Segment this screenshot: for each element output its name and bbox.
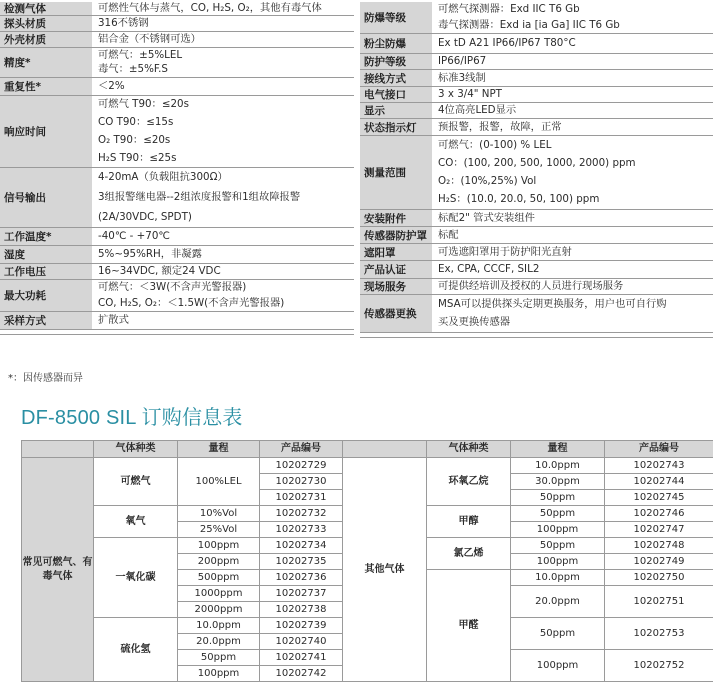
spec-row <box>0 32 354 48</box>
spec-label: 状态指示灯 <box>360 119 432 135</box>
spec-column-right <box>360 0 713 366</box>
spec-row <box>0 2 354 16</box>
spec-label: 防爆等级 <box>360 2 432 33</box>
footnote: *：因传感器而异 <box>8 369 83 384</box>
header-gas-type: 气体种类 <box>94 441 178 458</box>
spec-value <box>92 168 354 227</box>
gas-name: 硫化氢 <box>94 618 178 682</box>
gas-name: 甲醛 <box>427 570 511 682</box>
spec-label: 外壳材质 <box>0 32 92 47</box>
range-cell: 100ppm <box>178 666 260 682</box>
spec-label: 探头材质 <box>0 16 92 31</box>
spec-label: 精度* <box>0 48 92 77</box>
spec-value <box>92 264 354 279</box>
part-number-cell: 10202733 <box>260 522 343 538</box>
spec-label: 防护等级 <box>360 54 432 69</box>
spec-row <box>360 87 713 103</box>
spec-value <box>92 78 354 95</box>
spec-label: 湿度 <box>0 246 92 263</box>
range-cell: 30.0ppm <box>511 474 605 490</box>
spec-label: 安装附件 <box>360 210 432 226</box>
spec-row <box>360 261 713 279</box>
spec-value-line: 16~34VDC, 额定24 VDC <box>98 265 354 278</box>
part-number-cell: 10202732 <box>260 506 343 522</box>
spec-label: 产品认证 <box>360 261 432 278</box>
part-number-cell: 10202740 <box>260 634 343 650</box>
part-number-cell: 10202752 <box>605 650 713 682</box>
part-number-cell: 10202748 <box>605 538 713 554</box>
spec-value-line: 4位高亮LED显示 <box>438 104 713 117</box>
spec-value-line: CO, H₂S, O₂：＜1.5W(不含声光警报器) <box>98 297 354 310</box>
order-info-table <box>21 440 713 682</box>
spec-value <box>92 48 354 77</box>
range-cell: 100%LEL <box>178 458 260 506</box>
part-number-cell: 10202742 <box>260 666 343 682</box>
spec-value-line: H₂S：(10.0, 20.0, 50, 100) ppm <box>438 193 713 206</box>
spec-value-line: 可选遮阳罩用于防护阳光直射 <box>438 246 713 259</box>
spec-row <box>360 54 713 70</box>
part-number-cell: 10202753 <box>605 618 713 650</box>
spec-row <box>0 246 354 264</box>
spec-value-line: 买及更换传感器 <box>438 316 713 329</box>
spec-value-line: 标准3线制 <box>438 72 713 85</box>
spec-value-line: H₂S T90：≤25s <box>98 152 354 165</box>
part-number-cell: 10202737 <box>260 586 343 602</box>
spec-value-line: 铝合金（不锈钢可选） <box>98 33 354 46</box>
spec-value-line: 可燃气：＜3W(不含声光警报器) <box>98 281 354 294</box>
range-cell: 50ppm <box>511 538 605 554</box>
part-number-cell: 10202743 <box>605 458 713 474</box>
spec-value-line: 可燃气探测器：Exd IIC T6 Gb <box>438 3 713 16</box>
spec-label: 电气接口 <box>360 87 432 102</box>
range-cell: 200ppm <box>178 554 260 570</box>
spec-row <box>360 34 713 54</box>
range-cell: 50ppm <box>178 650 260 666</box>
part-number-cell: 10202747 <box>605 522 713 538</box>
spec-value-line: 扩散式 <box>98 314 354 327</box>
spec-value <box>432 244 713 260</box>
order-table-title: DF-8500 SIL 订购信息表 <box>21 401 243 430</box>
spec-value-line: 毒气探测器：Exd ia [ia Ga] IIC T6 Gb <box>438 19 713 32</box>
spec-value-line: 标配2" 管式安装组件 <box>438 212 713 225</box>
spec-value <box>432 261 713 278</box>
spec-value-line: IP66/IP67 <box>438 55 713 68</box>
spec-label: 接线方式 <box>360 70 432 86</box>
range-cell: 100ppm <box>511 554 605 570</box>
part-number-cell: 10202746 <box>605 506 713 522</box>
gas-name: 氯乙烯 <box>427 538 511 570</box>
spec-label: 遮阳罩 <box>360 244 432 260</box>
spec-row <box>0 280 354 312</box>
spec-row <box>360 136 713 210</box>
spec-value-line: 毒气：±5%F.S <box>98 63 354 76</box>
spec-value-line: 5%~95%RH，非凝露 <box>98 248 354 261</box>
range-cell: 500ppm <box>178 570 260 586</box>
spec-value-line: MSA可以提供探头定期更换服务，用户也可自行购 <box>438 298 713 311</box>
spec-value <box>92 280 354 311</box>
spec-value <box>432 295 713 332</box>
spec-label: 工作温度* <box>0 228 92 245</box>
spec-value-line: ＜2% <box>98 80 354 93</box>
spec-value <box>92 2 354 15</box>
spec-row <box>360 70 713 87</box>
range-cell: 2000ppm <box>178 602 260 618</box>
right-group-label: 其他气体 <box>343 458 427 682</box>
spec-value-line: 可燃气：(0-100) % LEL <box>438 139 713 152</box>
range-cell: 20.0ppm <box>178 634 260 650</box>
spec-value-line: Ex tD A21 IP66/IP67 T80°C <box>438 37 713 50</box>
spec-value-line: CO T90：≤15s <box>98 116 354 129</box>
spec-value <box>432 210 713 226</box>
spec-row <box>360 119 713 136</box>
spec-row <box>0 48 354 78</box>
range-cell: 50ppm <box>511 490 605 506</box>
spec-value <box>432 54 713 69</box>
range-cell: 100ppm <box>178 538 260 554</box>
header-part-no: 产品编号 <box>605 441 713 458</box>
spec-label: 检测气体 <box>0 2 92 15</box>
part-number-cell: 10202731 <box>260 490 343 506</box>
part-number-cell: 10202750 <box>605 570 713 586</box>
spec-value <box>432 70 713 86</box>
spec-row <box>360 295 713 333</box>
spec-label: 现场服务 <box>360 279 432 294</box>
spec-value <box>432 227 713 243</box>
gas-name: 环氧乙烷 <box>427 458 511 506</box>
table-row <box>22 458 713 474</box>
spec-row <box>360 210 713 227</box>
spec-row <box>360 227 713 244</box>
spec-label: 粉尘防爆 <box>360 34 432 53</box>
spec-value <box>432 2 713 33</box>
part-number-cell: 10202729 <box>260 458 343 474</box>
spec-value-line: 可燃气：±5%LEL <box>98 49 354 62</box>
spec-value-line: 4-20mA（负载阻抗300Ω） <box>98 171 354 184</box>
spec-value-line: -40℃ - +70℃ <box>98 230 354 243</box>
spec-value <box>92 312 354 329</box>
range-cell: 20.0ppm <box>511 586 605 618</box>
spec-label: 重复性* <box>0 78 92 95</box>
spec-value <box>432 279 713 294</box>
spec-column-bottom-rule <box>360 337 713 338</box>
spec-label: 传感器防护罩 <box>360 227 432 243</box>
spec-value <box>92 32 354 47</box>
part-number-cell: 10202751 <box>605 586 713 618</box>
spec-value <box>432 119 713 135</box>
header-gas-type: 气体种类 <box>427 441 511 458</box>
range-cell: 50ppm <box>511 618 605 650</box>
left-group-label: 常见可燃气、有毒气体 <box>22 458 94 682</box>
spec-row <box>0 264 354 280</box>
spec-value-line: 3 x 3/4" NPT <box>438 88 713 101</box>
part-number-cell: 10202738 <box>260 602 343 618</box>
spec-value <box>92 228 354 245</box>
spec-value-line: 316不锈钢 <box>98 17 354 30</box>
part-number-cell: 10202745 <box>605 490 713 506</box>
range-cell: 50ppm <box>511 506 605 522</box>
header-part-no: 产品编号 <box>260 441 343 458</box>
spec-label: 显示 <box>360 103 432 118</box>
range-cell: 10.0ppm <box>511 458 605 474</box>
part-number-cell: 10202744 <box>605 474 713 490</box>
spec-value-line: Ex, CPA, CCCF, SIL2 <box>438 263 713 276</box>
spec-label: 采样方式 <box>0 312 92 329</box>
range-cell: 100ppm <box>511 650 605 682</box>
spec-row <box>360 279 713 295</box>
range-cell: 10%Vol <box>178 506 260 522</box>
part-number-cell: 10202734 <box>260 538 343 554</box>
header-range: 量程 <box>178 441 260 458</box>
spec-row <box>360 244 713 261</box>
header-blank <box>22 441 94 458</box>
range-cell: 10.0ppm <box>511 570 605 586</box>
spec-label: 响应时间 <box>0 96 92 167</box>
spec-label: 信号输出 <box>0 168 92 227</box>
spec-value <box>432 136 713 209</box>
range-cell: 10.0ppm <box>178 618 260 634</box>
spec-label: 工作电压 <box>0 264 92 279</box>
spec-value-line: 可燃气 T90：≤20s <box>98 98 354 111</box>
spec-value <box>92 16 354 31</box>
part-number-cell: 10202741 <box>260 650 343 666</box>
spec-value-line: O₂：(10%,25%) Vol <box>438 175 713 188</box>
spec-value <box>92 246 354 263</box>
spec-value-line: 预报警，报警，故障，正常 <box>438 121 713 134</box>
spec-row <box>0 96 354 168</box>
part-number-cell: 10202739 <box>260 618 343 634</box>
range-cell: 1000ppm <box>178 586 260 602</box>
spec-value <box>432 87 713 102</box>
spec-row <box>0 312 354 330</box>
spec-label: 最大功耗 <box>0 280 92 311</box>
range-cell: 100ppm <box>511 522 605 538</box>
spec-label: 传感器更换 <box>360 295 432 332</box>
gas-name: 可燃气 <box>94 458 178 506</box>
spec-column-bottom-rule <box>0 334 354 335</box>
spec-row <box>360 2 713 34</box>
spec-row <box>0 16 354 32</box>
part-number-cell: 10202735 <box>260 554 343 570</box>
gas-name: 氧气 <box>94 506 178 538</box>
range-cell: 25%Vol <box>178 522 260 538</box>
spec-row <box>0 228 354 246</box>
spec-value-line: 可提供经培训及授权的人员进行现场服务 <box>438 280 713 293</box>
part-number-cell: 10202736 <box>260 570 343 586</box>
spec-column-left <box>0 0 354 366</box>
spec-value <box>432 34 713 53</box>
spec-value-line: O₂ T90：≤20s <box>98 134 354 147</box>
part-number-cell: 10202730 <box>260 474 343 490</box>
gas-name: 甲醇 <box>427 506 511 538</box>
spec-row <box>360 103 713 119</box>
spec-value-line: 标配 <box>438 229 713 242</box>
part-number-cell: 10202749 <box>605 554 713 570</box>
spec-row <box>0 78 354 96</box>
header-blank <box>343 441 427 458</box>
gas-name: 一氧化碳 <box>94 538 178 618</box>
spec-value-line: 3组报警继电器--2组浓度报警和1组故障报警 <box>98 191 354 204</box>
header-range: 量程 <box>511 441 605 458</box>
spec-value-line: (2A/30VDC, SPDT) <box>98 211 354 224</box>
spec-value <box>92 96 354 167</box>
spec-row <box>0 168 354 228</box>
spec-value <box>432 103 713 118</box>
spec-label: 测量范围 <box>360 136 432 209</box>
spec-value-line: 可燃性气体与蒸气，CO, H₂S, O₂，其他有毒气体 <box>98 2 354 15</box>
spec-value-line: CO：(100, 200, 500, 1000, 2000) ppm <box>438 157 713 170</box>
order-table-header <box>22 441 713 458</box>
